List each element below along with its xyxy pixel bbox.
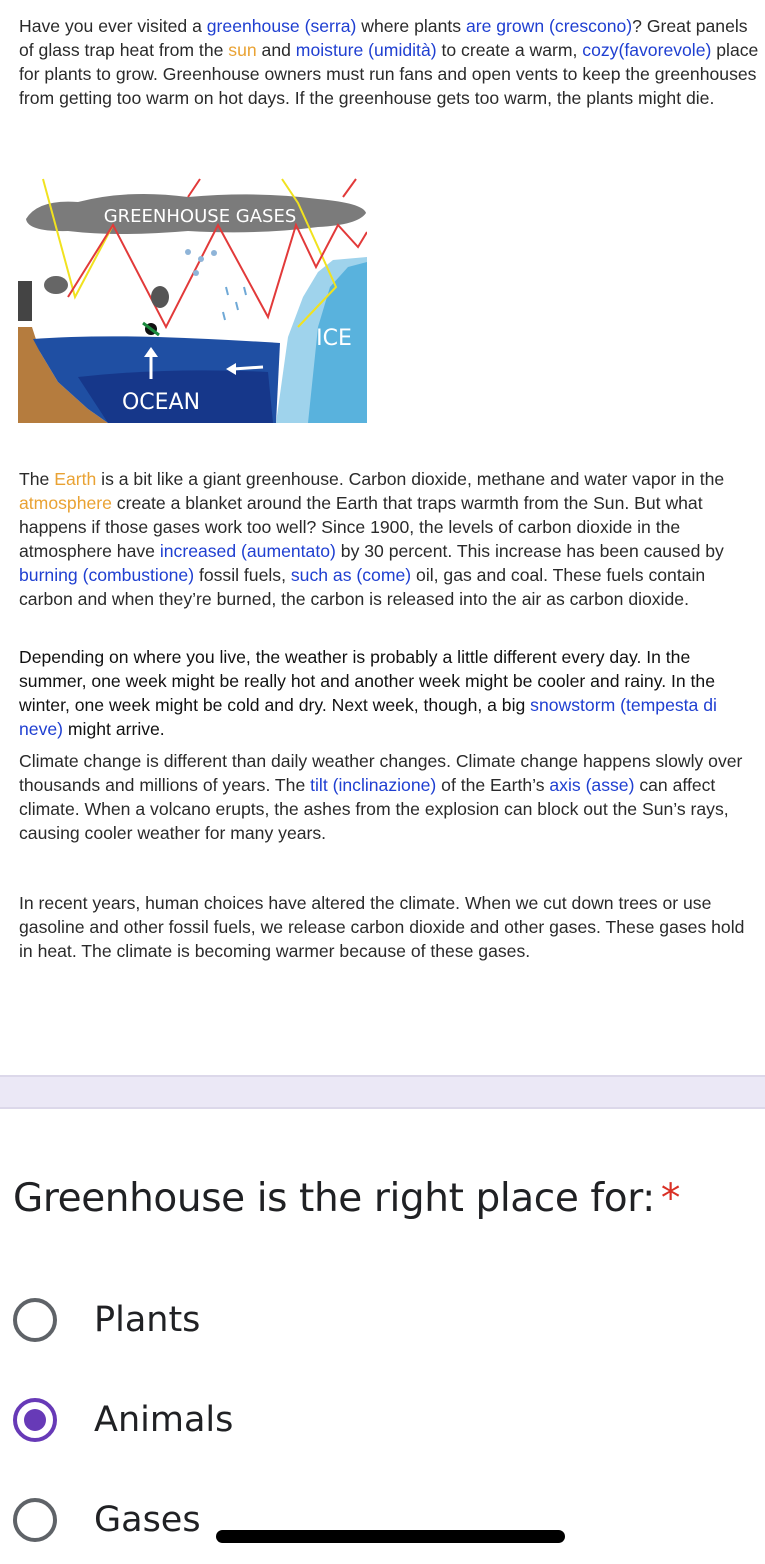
gloss-term: are grown (crescono) — [465, 16, 633, 36]
keyword-term: Earth — [54, 469, 97, 489]
question-text: Greenhouse is the right place for: — [13, 1176, 655, 1221]
radio-button-animals[interactable] — [13, 1398, 57, 1442]
meltwater-arrow — [233, 367, 263, 369]
option-label: Plants — [94, 1300, 201, 1340]
emission-puff — [151, 286, 169, 308]
option-plants[interactable] — [13, 1292, 613, 1348]
passage-text: and — [256, 40, 296, 60]
gloss-term: greenhouse (serra) — [206, 16, 357, 36]
passage-text: Depending on where you live, the weather is probably a little different every day. In the summer, one week might be really hot and another week might be cooler and rainy. In the winter, one week might be cold and dry. Next week, though, a big — [19, 647, 715, 715]
gloss-term: tilt (inclinazione) — [310, 775, 437, 795]
volcano-smoke — [44, 276, 68, 294]
passage-paragraph-2 — [19, 467, 759, 611]
passage-text: might arrive. — [63, 719, 165, 739]
required-asterisk: * — [660, 1176, 681, 1221]
ice-label: ICE — [316, 326, 352, 351]
passage-paragraph-1 — [19, 14, 759, 110]
gloss-term: increased (aumentato) — [159, 541, 336, 561]
passage-text: Have you ever visited a — [19, 16, 207, 36]
option-label: Gases — [94, 1500, 201, 1540]
option-label: Animals — [94, 1400, 234, 1440]
factory — [18, 281, 32, 321]
passage-paragraph-5 — [19, 891, 759, 963]
radio-button-gases[interactable] — [13, 1498, 57, 1542]
gloss-term: snowstorm (tempesta di neve) — [19, 695, 717, 739]
ocean-label: OCEAN — [121, 390, 201, 415]
passage-text: ? Great panels of glass trap heat from the — [19, 16, 748, 60]
passage-text: of the Earth’s — [436, 775, 550, 795]
home-indicator-bar[interactable] — [216, 1530, 565, 1543]
section-divider — [0, 1075, 765, 1109]
passage-text: place for plants to grow. Greenhouse owners must run fans and open vents to keep the greenhouses from getting too warm on hot days. If the greenhouse gets too warm, the plants might die. — [19, 40, 759, 108]
option-animals[interactable] — [13, 1392, 613, 1448]
gloss-term: axis (asse) — [549, 775, 635, 795]
gases-label: GREENHOUSE GASES — [103, 206, 297, 227]
passage-text: The — [19, 469, 55, 489]
gloss-term: such as (come) — [290, 565, 412, 585]
question-title — [13, 1174, 680, 1224]
gloss-term: burning (combustione) — [19, 565, 195, 585]
passage-paragraph-3 — [19, 645, 759, 741]
greenhouse-effect-diagram — [18, 177, 367, 423]
keyword-term: atmosphere — [19, 493, 112, 513]
passage-text: where plants — [356, 16, 466, 36]
passage-text: by 30 percent. This increase has been caused by — [335, 541, 724, 561]
passage-text: Climate change is different than daily weather changes. Climate change happens slowly over thousands and millions of years. The — [19, 751, 743, 795]
gloss-term: cozy(favorevole) — [582, 40, 712, 60]
passage-text: create a blanket around the Earth that traps warmth from the Sun. But what happens if those gases work too well? Since 1900, the levels of carbon dioxide in the atmosphere have — [19, 493, 703, 561]
passage-text: In recent years, human choices have altered the climate. When we cut down trees or use gasoline and other fossil fuels, we release carbon dioxide and other gases. These gases hold in heat. The climate is becoming warmer because of these gases. — [19, 893, 745, 961]
passage-text: fossil fuels, — [194, 565, 291, 585]
radio-button-plants[interactable] — [13, 1298, 57, 1342]
passage-text: is a bit like a giant greenhouse. Carbon dioxide, methane and water vapor in the — [96, 469, 725, 489]
keyword-term: sun — [228, 40, 257, 60]
passage-text: to create a warm, — [436, 40, 583, 60]
passage-text: oil, gas and coal. These fuels contain carbon and when they’re burned, the carbon is released into the air as carbon dioxide. — [19, 565, 706, 609]
passage-text: can affect climate. When a volcano erupts, the ashes from the explosion can block out the Sun’s rays, causing cooler weather for many years. — [19, 775, 729, 843]
passage-paragraph-4 — [19, 749, 759, 845]
gloss-term: moisture (umidità) — [295, 40, 437, 60]
